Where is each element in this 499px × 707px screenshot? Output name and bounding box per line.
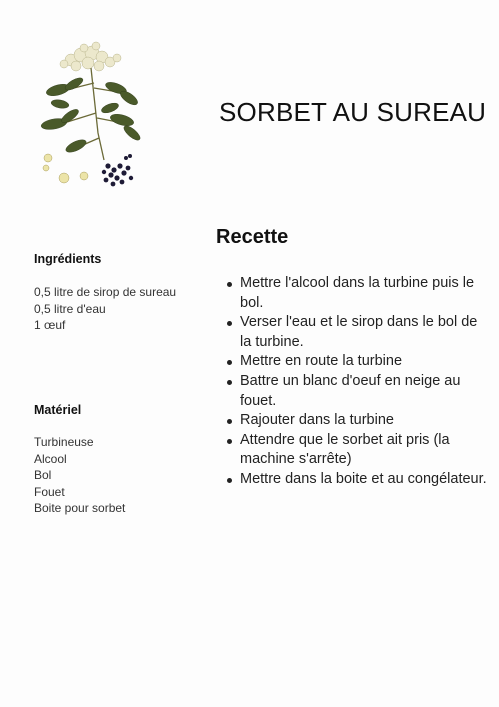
- recipe-heading: Recette: [216, 226, 289, 248]
- ingredients-list: [34, 284, 176, 334]
- step-text: Verser l'eau et le sirop dans le bol de la turbine.: [240, 314, 478, 350]
- berry-cluster: [102, 154, 133, 186]
- step-text: Mettre l'alcool dans la turbine puis le bol.: [240, 275, 475, 311]
- list-item: Turbineuse: [34, 435, 94, 449]
- bullet-icon: [227, 419, 232, 424]
- recipe-step: [240, 470, 490, 490]
- recipe-step: [240, 274, 490, 313]
- list-item: Bol: [34, 468, 52, 482]
- elderberry-illustration: [36, 38, 142, 190]
- flower-cluster: [60, 42, 121, 71]
- recipe-step: [240, 372, 490, 411]
- recipe-step: [240, 313, 490, 352]
- bullet-icon: [227, 321, 232, 326]
- list-item: 1 œuf: [34, 318, 66, 332]
- recipe-steps: [222, 274, 490, 490]
- bullet-icon: [227, 439, 232, 444]
- recipe-step: [240, 352, 490, 372]
- list-item: 0,5 litre de sirop de sureau: [34, 285, 177, 299]
- list-item: Boite pour sorbet: [34, 501, 126, 515]
- recipe-step: [240, 411, 490, 431]
- list-item: 0,5 litre d'eau: [34, 301, 106, 316]
- equipment-heading: Matériel: [34, 403, 82, 417]
- step-text: Rajouter dans la turbine: [240, 412, 394, 429]
- step-text: Battre un blanc d'oeuf en neige au fouet.: [240, 372, 461, 409]
- ingredients-heading: Ingrédients: [34, 252, 102, 266]
- small-flowers: [43, 154, 88, 183]
- list-item: Fouet: [34, 484, 65, 499]
- step-text: Mettre dans la boite et au congélateur.: [240, 470, 487, 487]
- bullet-icon: [227, 282, 232, 287]
- bullet-icon: [227, 360, 232, 365]
- page-title: SORBET AU SUREAU: [219, 97, 487, 127]
- list-item: Alcool: [34, 451, 67, 466]
- step-text: Mettre en route la turbine: [240, 353, 403, 370]
- equipment-list: [34, 434, 125, 517]
- recipe-step: [240, 431, 490, 470]
- bullet-icon: [227, 478, 232, 483]
- step-text: Attendre que le sorbet ait pris (la machine s'arrête): [240, 431, 450, 468]
- bullet-icon: [227, 380, 232, 385]
